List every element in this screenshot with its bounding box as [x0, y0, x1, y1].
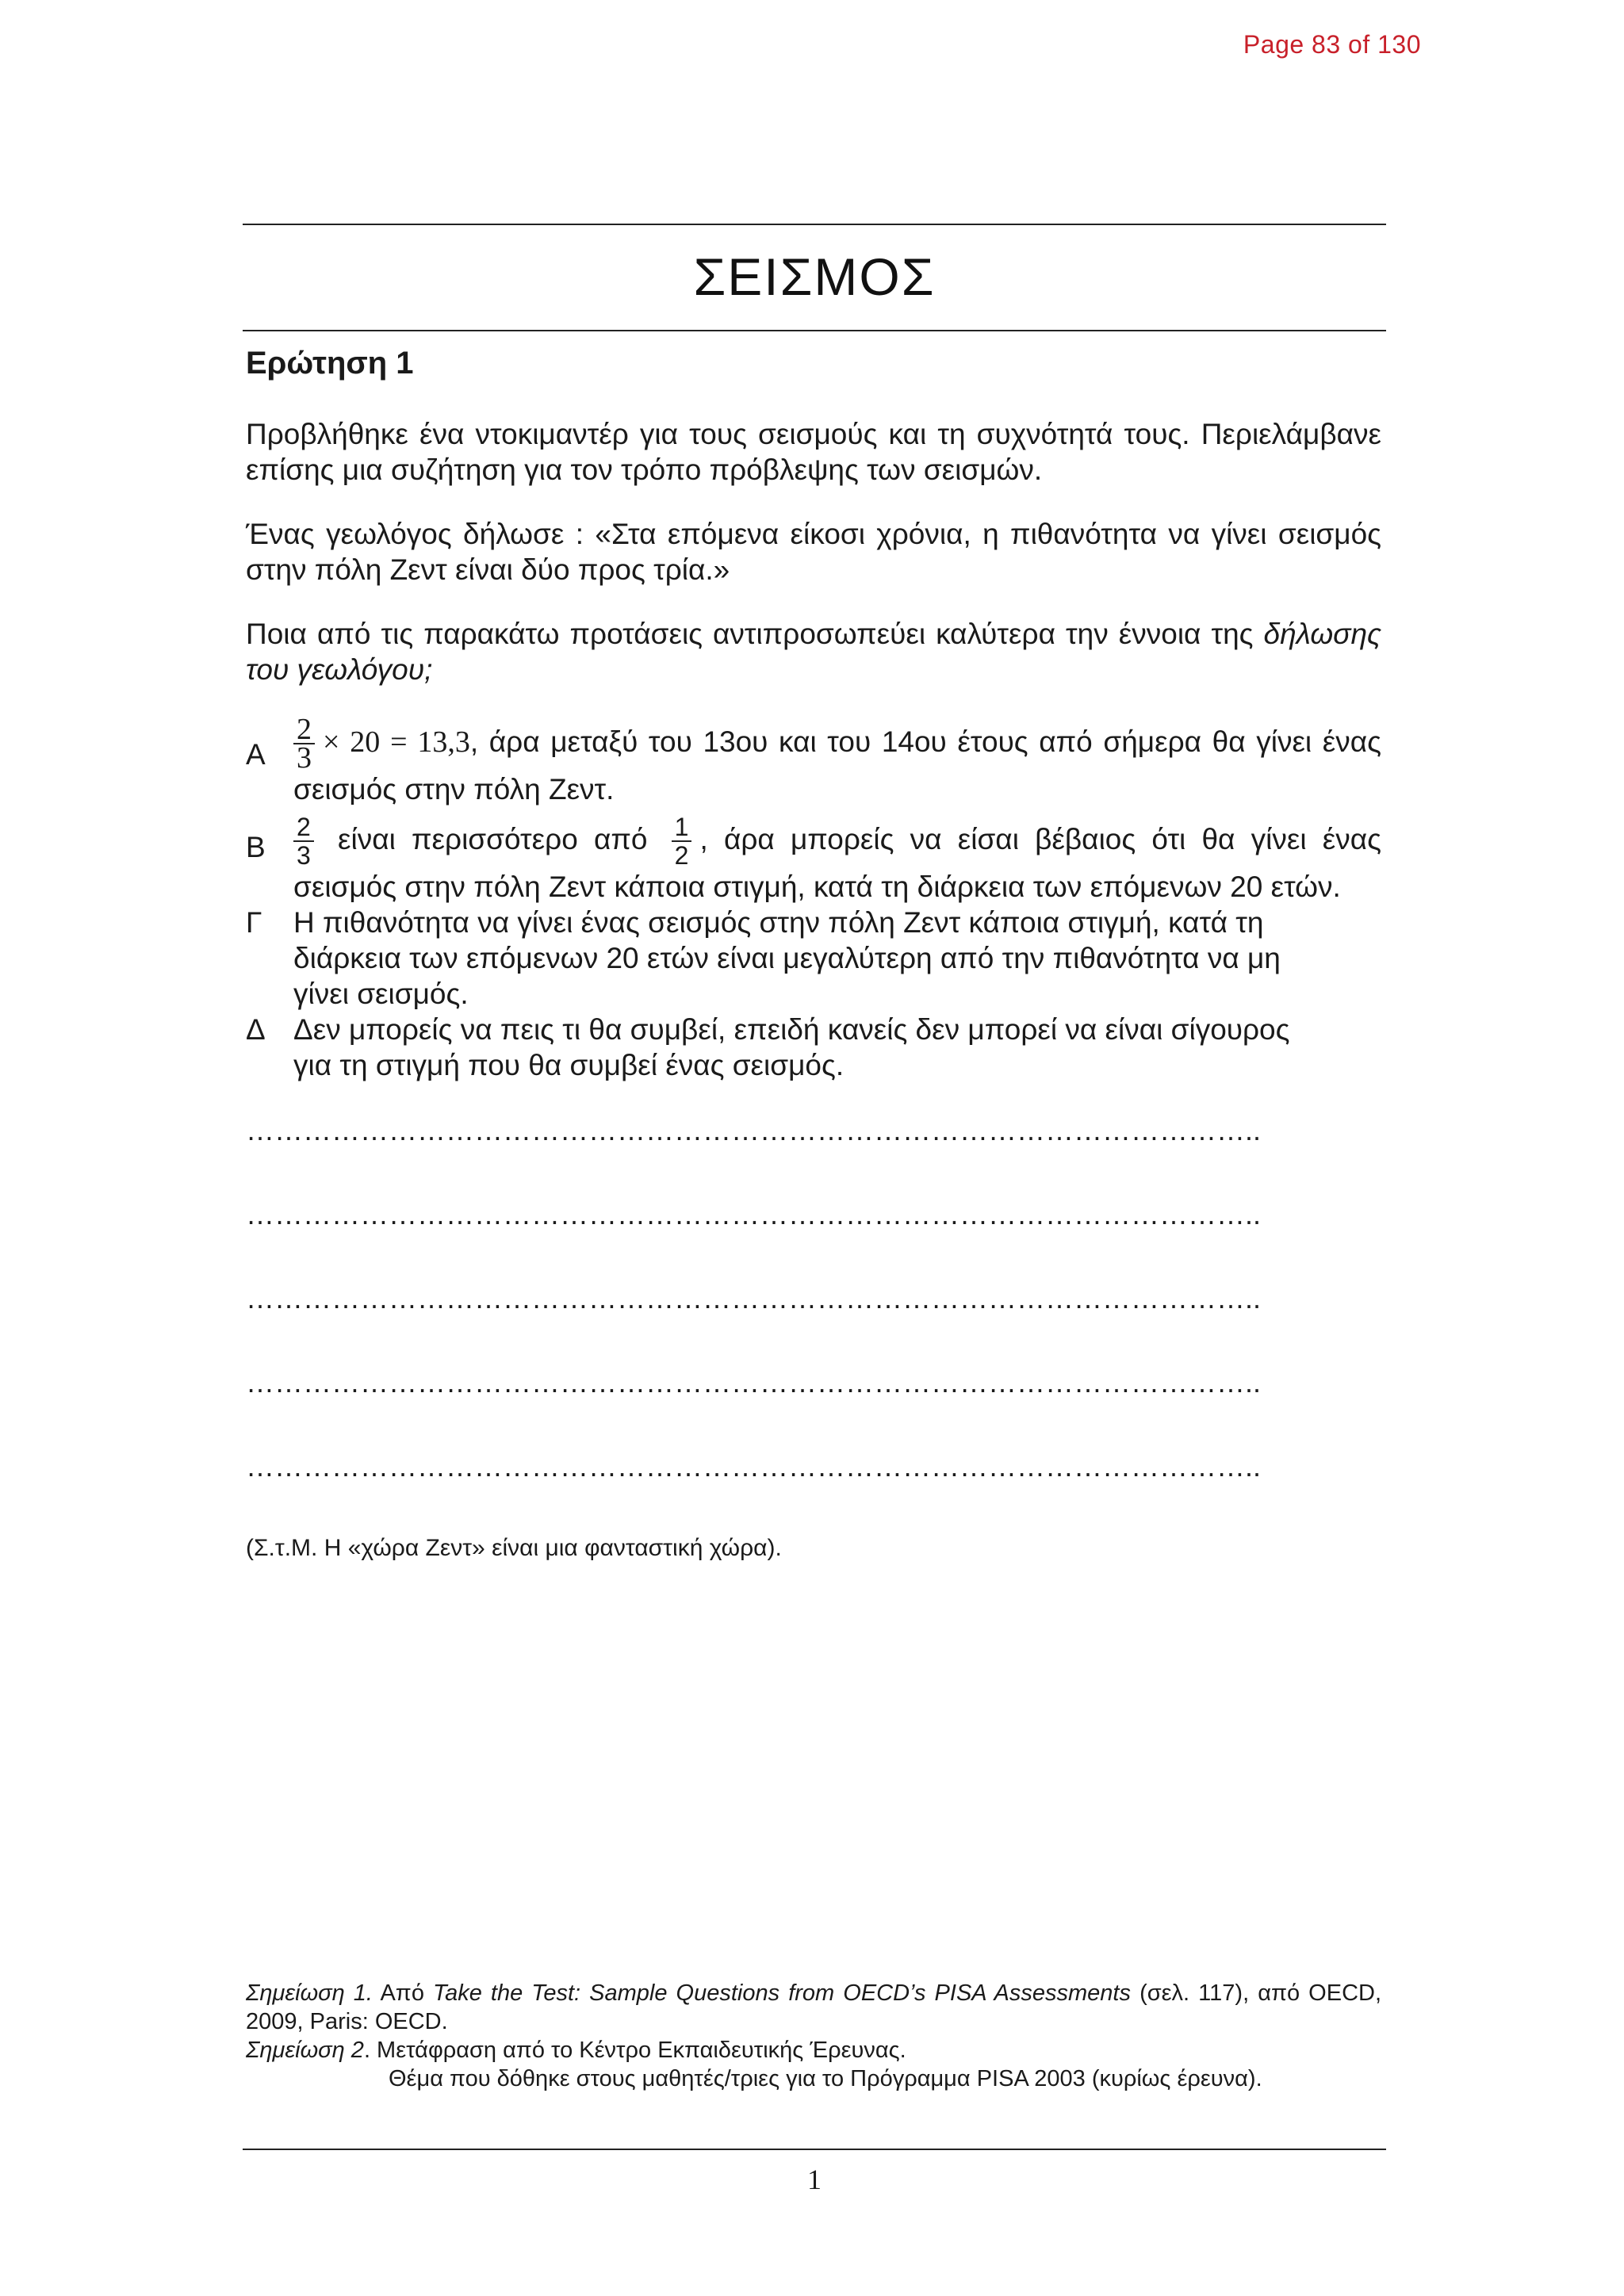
question-content — [246, 346, 1381, 1562]
option-b-fraction-1 — [293, 813, 314, 869]
prompt-text: Ποια από τις παρακάτω προτάσεις αντιπροσωπεύει καλύτερα την έννοια της — [246, 618, 1264, 650]
footnote-2-line2: Θέμα που δόθηκε στους μαθητές/τριες για το Πρόγραμμα PISA 2003 (κυρίως έρευνα). — [389, 2066, 1262, 2091]
option-a-math: × 20 = 13,3 — [323, 725, 470, 759]
answer-line[interactable]: …………………………………………………………………………………………….. — [246, 1367, 1262, 1399]
option-a[interactable] — [246, 713, 1381, 807]
intro-paragraph: Προβλήθηκε ένα ντοκιμαντέρ για τους σεισμούς και τη συχνότητά τους. Περιελάμβανε επίσης μια συζήτηση για τον τρόπο πρόβλεψης των σεισμών. — [246, 418, 1381, 486]
footnote-2-text: . Μετάφραση από το Κέντρο Εκπαιδευτικής Έρευνας. — [363, 2038, 906, 2063]
option-c-text: Η πιθανότητα να γίνει ένας σεισμός στην πόλη Ζεντ κάποια στιγμή, κατά τη διάρκεια των επόμενων 20 ετών είναι μεγαλύτερη από την πιθανότητα να μη γίνει σεισμός. — [293, 906, 1281, 1010]
option-a-fraction — [293, 713, 315, 775]
question-heading: Ερώτηση 1 — [246, 346, 414, 381]
option-b[interactable] — [246, 813, 1381, 905]
option-c-letter: Γ — [246, 906, 262, 939]
option-a-frac-num: 2 — [293, 716, 315, 744]
option-a-frac-den: 3 — [297, 741, 312, 775]
option-b-frac2-den: 2 — [674, 841, 689, 870]
option-d-text: Δεν μπορείς να πεις τι θα συμβεί, επειδή κανείς δεν μπορεί να είναι σίγουρος για τη στιγμή που θα συμβεί ένας σεισμός. — [293, 1013, 1290, 1081]
option-d[interactable] — [246, 1012, 1381, 1083]
option-c[interactable] — [246, 905, 1381, 1012]
footnotes — [246, 1979, 1381, 2093]
option-b-body-1: είναι περισσότερο από — [321, 822, 664, 855]
title-bottom-rule — [243, 330, 1386, 331]
option-a-body: , άρα μεταξύ του 13ου και του 14ου έτους από σήμερα θα γίνει ένας σεισμός στην πόλη Ζεντ. — [293, 725, 1381, 806]
footer-rule — [243, 2149, 1386, 2150]
footnote-1 — [246, 1979, 1381, 2036]
prompt-italic: δήλωσης του γεωλόγου; — [246, 618, 1381, 686]
answer-line[interactable]: …………………………………………………………………………………………….. — [246, 1283, 1262, 1314]
answer-line[interactable]: …………………………………………………………………………………………….. — [246, 1451, 1262, 1483]
option-b-letter: Β — [246, 831, 266, 863]
option-b-frac1-den: 3 — [297, 841, 311, 870]
footnote-1-source: Take the Test: Sample Questions from OECD’s PISA Assessments — [433, 1980, 1131, 2006]
option-a-text — [293, 713, 1381, 807]
footnote-1-post: (σελ. 117), από OECD, 2009, Paris: OECD. — [246, 1980, 1382, 2034]
answer-options — [246, 713, 1381, 1083]
footnote-1-pre: Από — [373, 1980, 434, 2006]
answer-line[interactable]: …………………………………………………………………………………………….. — [246, 1199, 1262, 1230]
answer-line[interactable]: …………………………………………………………………………………………….. — [246, 1115, 1262, 1146]
document-title: ΣΕΙΣΜΟΣ — [693, 247, 936, 306]
option-a-letter: Α — [246, 738, 266, 771]
page-indicator: Page 83 of 130 — [1243, 30, 1421, 59]
footnote-2-label: Σημείωση 2 — [246, 2038, 364, 2063]
option-b-frac1-num: 2 — [293, 813, 314, 842]
option-b-body-2: , άρα μπορείς να είσαι βέβαιος ότι θα γίνει ένας σεισμός στην πόλη Ζεντ κάποια στιγμή, κατά τη διάρκεια των επόμενων 20 ετών. — [293, 822, 1381, 903]
option-b-text — [293, 813, 1381, 905]
footnote-1-label: Σημείωση 1. — [246, 1980, 373, 2006]
footnote-2 — [246, 2036, 1381, 2064]
geologist-statement: Ένας γεωλόγος δήλωσε : «Στα επόμενα είκοσι χρόνια, η πιθανότητα να γίνει σεισμός στην πόλη Ζεντ είναι δύο προς τρία.» — [246, 518, 1381, 586]
page-number: 1 — [807, 2164, 822, 2195]
translator-note: (Σ.τ.Μ. Η «χώρα Ζεντ» είναι μια φανταστική χώρα). — [246, 1535, 782, 1561]
option-d-letter: Δ — [246, 1013, 266, 1046]
answer-lines[interactable] — [246, 1115, 1381, 1483]
option-b-frac2-num: 1 — [672, 813, 692, 842]
option-b-fraction-2 — [672, 813, 692, 869]
question-prompt — [246, 616, 1381, 687]
